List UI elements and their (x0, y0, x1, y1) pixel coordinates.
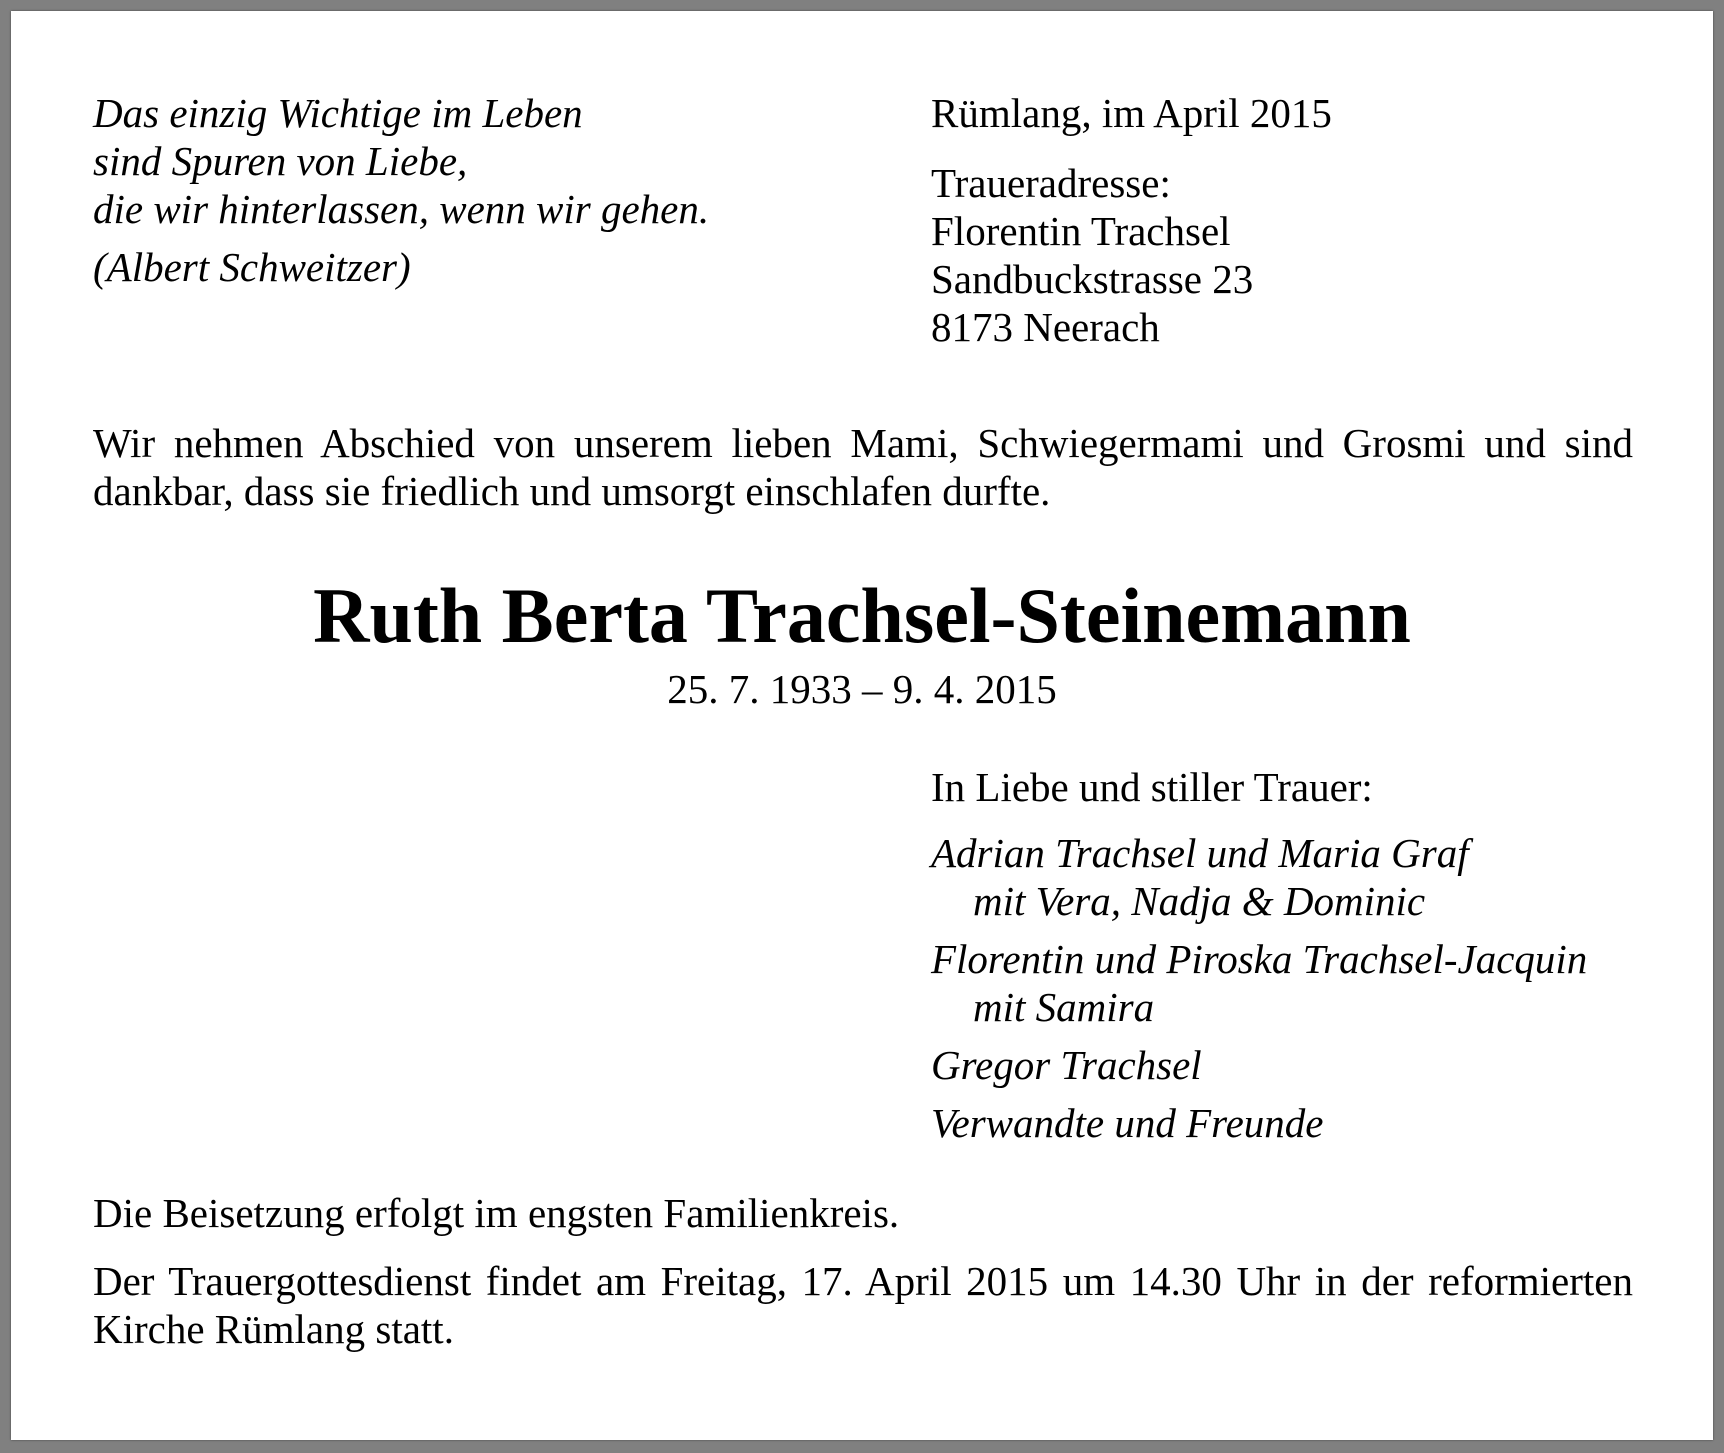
quote-line: sind Spuren von Liebe, (93, 138, 468, 184)
address-city: 8173 Neerach (931, 304, 1160, 350)
quote-line: Das einzig Wichtige im Leben (93, 90, 583, 136)
life-dates: 25. 7. 1933 – 9. 4. 2015 (667, 666, 1057, 712)
mourner-family: mit Vera, Nadja & Dominic (973, 878, 1426, 924)
deceased-name: Ruth Berta Trachsel-Steinemann (313, 572, 1411, 659)
quote-line: die wir hinterlassen, wenn wir gehen. (93, 186, 710, 232)
mourning-address (931, 159, 1691, 351)
place-date: Rümlang, im April 2015 (931, 90, 1332, 136)
address-heading: Traueradresse: (931, 160, 1171, 206)
obituary-page (11, 11, 1713, 1440)
mourner-name: Verwandte und Freunde (931, 1100, 1324, 1146)
mourner-family: mit Samira (973, 984, 1155, 1030)
mourner-name: Adrian Trachsel und Maria Graf (931, 830, 1469, 876)
quote-block (93, 89, 873, 291)
mourning-intro: In Liebe und stiller Trauer: (931, 764, 1373, 810)
mourner-entry (931, 935, 1691, 1031)
address-name: Florentin Trachsel (931, 208, 1231, 254)
burial-notice: Die Beisetzung erfolgt im engsten Familienkreis. (93, 1190, 900, 1236)
mourner-entry (931, 1041, 1691, 1089)
mourner-name: Florentin und Piroska Trachsel-Jacquin (931, 936, 1588, 982)
service-notice: Der Trauergottesdienst findet am Freitag, 17. April 2015 um 14.30 Uhr in der reformierten Kirche Rümlang statt. (93, 1258, 1633, 1352)
mourner-entry (931, 1099, 1691, 1147)
quote-author: (Albert Schweitzer) (93, 244, 411, 290)
address-street: Sandbuckstrasse 23 (931, 256, 1254, 302)
mourner-entry (931, 829, 1691, 925)
farewell-text: Wir nehmen Abschied von unserem lieben Mami, Schwiegermami und Grosmi und sind dankbar, dass sie friedlich und umsorgt einschlafen durfte. (93, 420, 1633, 514)
mourners-list (931, 829, 1691, 1157)
mourner-name: Gregor Trachsel (931, 1042, 1202, 1088)
